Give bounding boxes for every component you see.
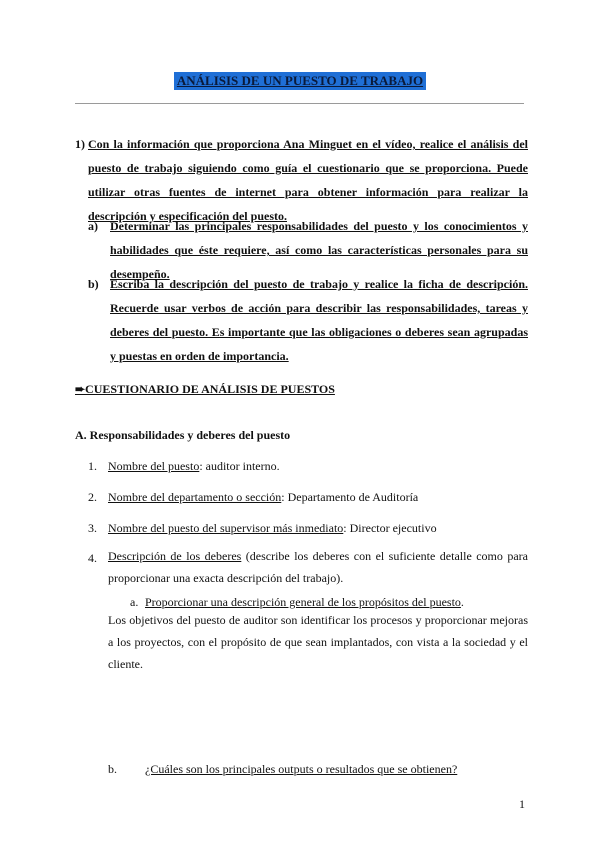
sub-a-text <box>145 595 464 610</box>
sub-a-label: Proporcionar una descripción general de los propósitos del puesto <box>145 595 461 609</box>
item-4-number: 4. <box>88 551 97 565</box>
list-item-value: : auditor interno. <box>199 459 280 473</box>
item-4-rest: (describe los deberes con el suficiente detalle como para proporcionar una exacta descripción del trabajo). <box>108 549 528 585</box>
subsection-heading: A. Responsabilidades y deberes del puesto <box>75 428 291 442</box>
list-item-label: Nombre del puesto del supervisor más inmediato <box>108 521 344 535</box>
question-1-text: Con la información que proporciona Ana Minguet en el vídeo, realice el análisis del puesto de trabajo siguiendo como guía el cuestionario que se proporciona. Puede utilizar otras fuentes de internet para obtener información para realizar la descripción y especificación del puesto. <box>88 137 528 223</box>
sub-b-text: ¿Cuáles son los principales outputs o resultados que se obtienen? <box>145 762 458 776</box>
title-divider <box>75 103 524 104</box>
document-title: ANÁLISIS DE UN PUESTO DE TRABAJO <box>174 72 426 90</box>
list-item-text <box>108 490 418 505</box>
question-b-text: Escriba la descripción del puesto de trabajo y realice la ficha de descripción. Recuerde usar verbos de acción para describir las responsabilidades, tareas y deberes del puesto. Es importante que las obligaciones o deberes sean agrupadas y puestas en orden de importancia. <box>110 277 528 363</box>
question-a-text: Determinar las principales responsabilidades del puesto y los conocimientos y habilidades que éste requiere, así como las características personales para su desempeño. <box>110 219 528 281</box>
list-item-label: Nombre del puesto <box>108 459 200 473</box>
title-wrapper <box>0 72 600 90</box>
page-number: 1 <box>519 797 525 811</box>
list-item-value: : Director ejecutivo <box>343 521 437 535</box>
list-item-label: Nombre del departamento o sección <box>108 490 282 504</box>
list-item-number: 3. <box>88 521 97 535</box>
question-1-number: 1) <box>75 137 85 151</box>
list-item-text <box>108 521 437 536</box>
questionnaire-heading: ➨CUESTIONARIO DE ANÁLISIS DE PUESTOS <box>75 382 335 396</box>
answer-a-text: Los objetivos del puesto de auditor son identificar los procesos y proporcionar mejoras a los proyectos, con el propósito de que sean implantados, con vista a la sociedad y el cliente. <box>108 613 528 671</box>
item-4-text <box>108 545 528 589</box>
sub-b-number: b. <box>108 762 117 776</box>
sub-a-number: a. <box>130 595 139 609</box>
list-item-number: 1. <box>88 459 97 473</box>
item-4-label: Descripción de los deberes <box>108 549 242 563</box>
sub-a-period: . <box>460 595 464 609</box>
list-item-value: : Departamento de Auditoría <box>281 490 419 504</box>
list-item-number: 2. <box>88 490 97 504</box>
list-item-text <box>108 459 280 474</box>
question-b-number: b) <box>88 277 99 291</box>
question-a-number: a) <box>88 219 98 233</box>
